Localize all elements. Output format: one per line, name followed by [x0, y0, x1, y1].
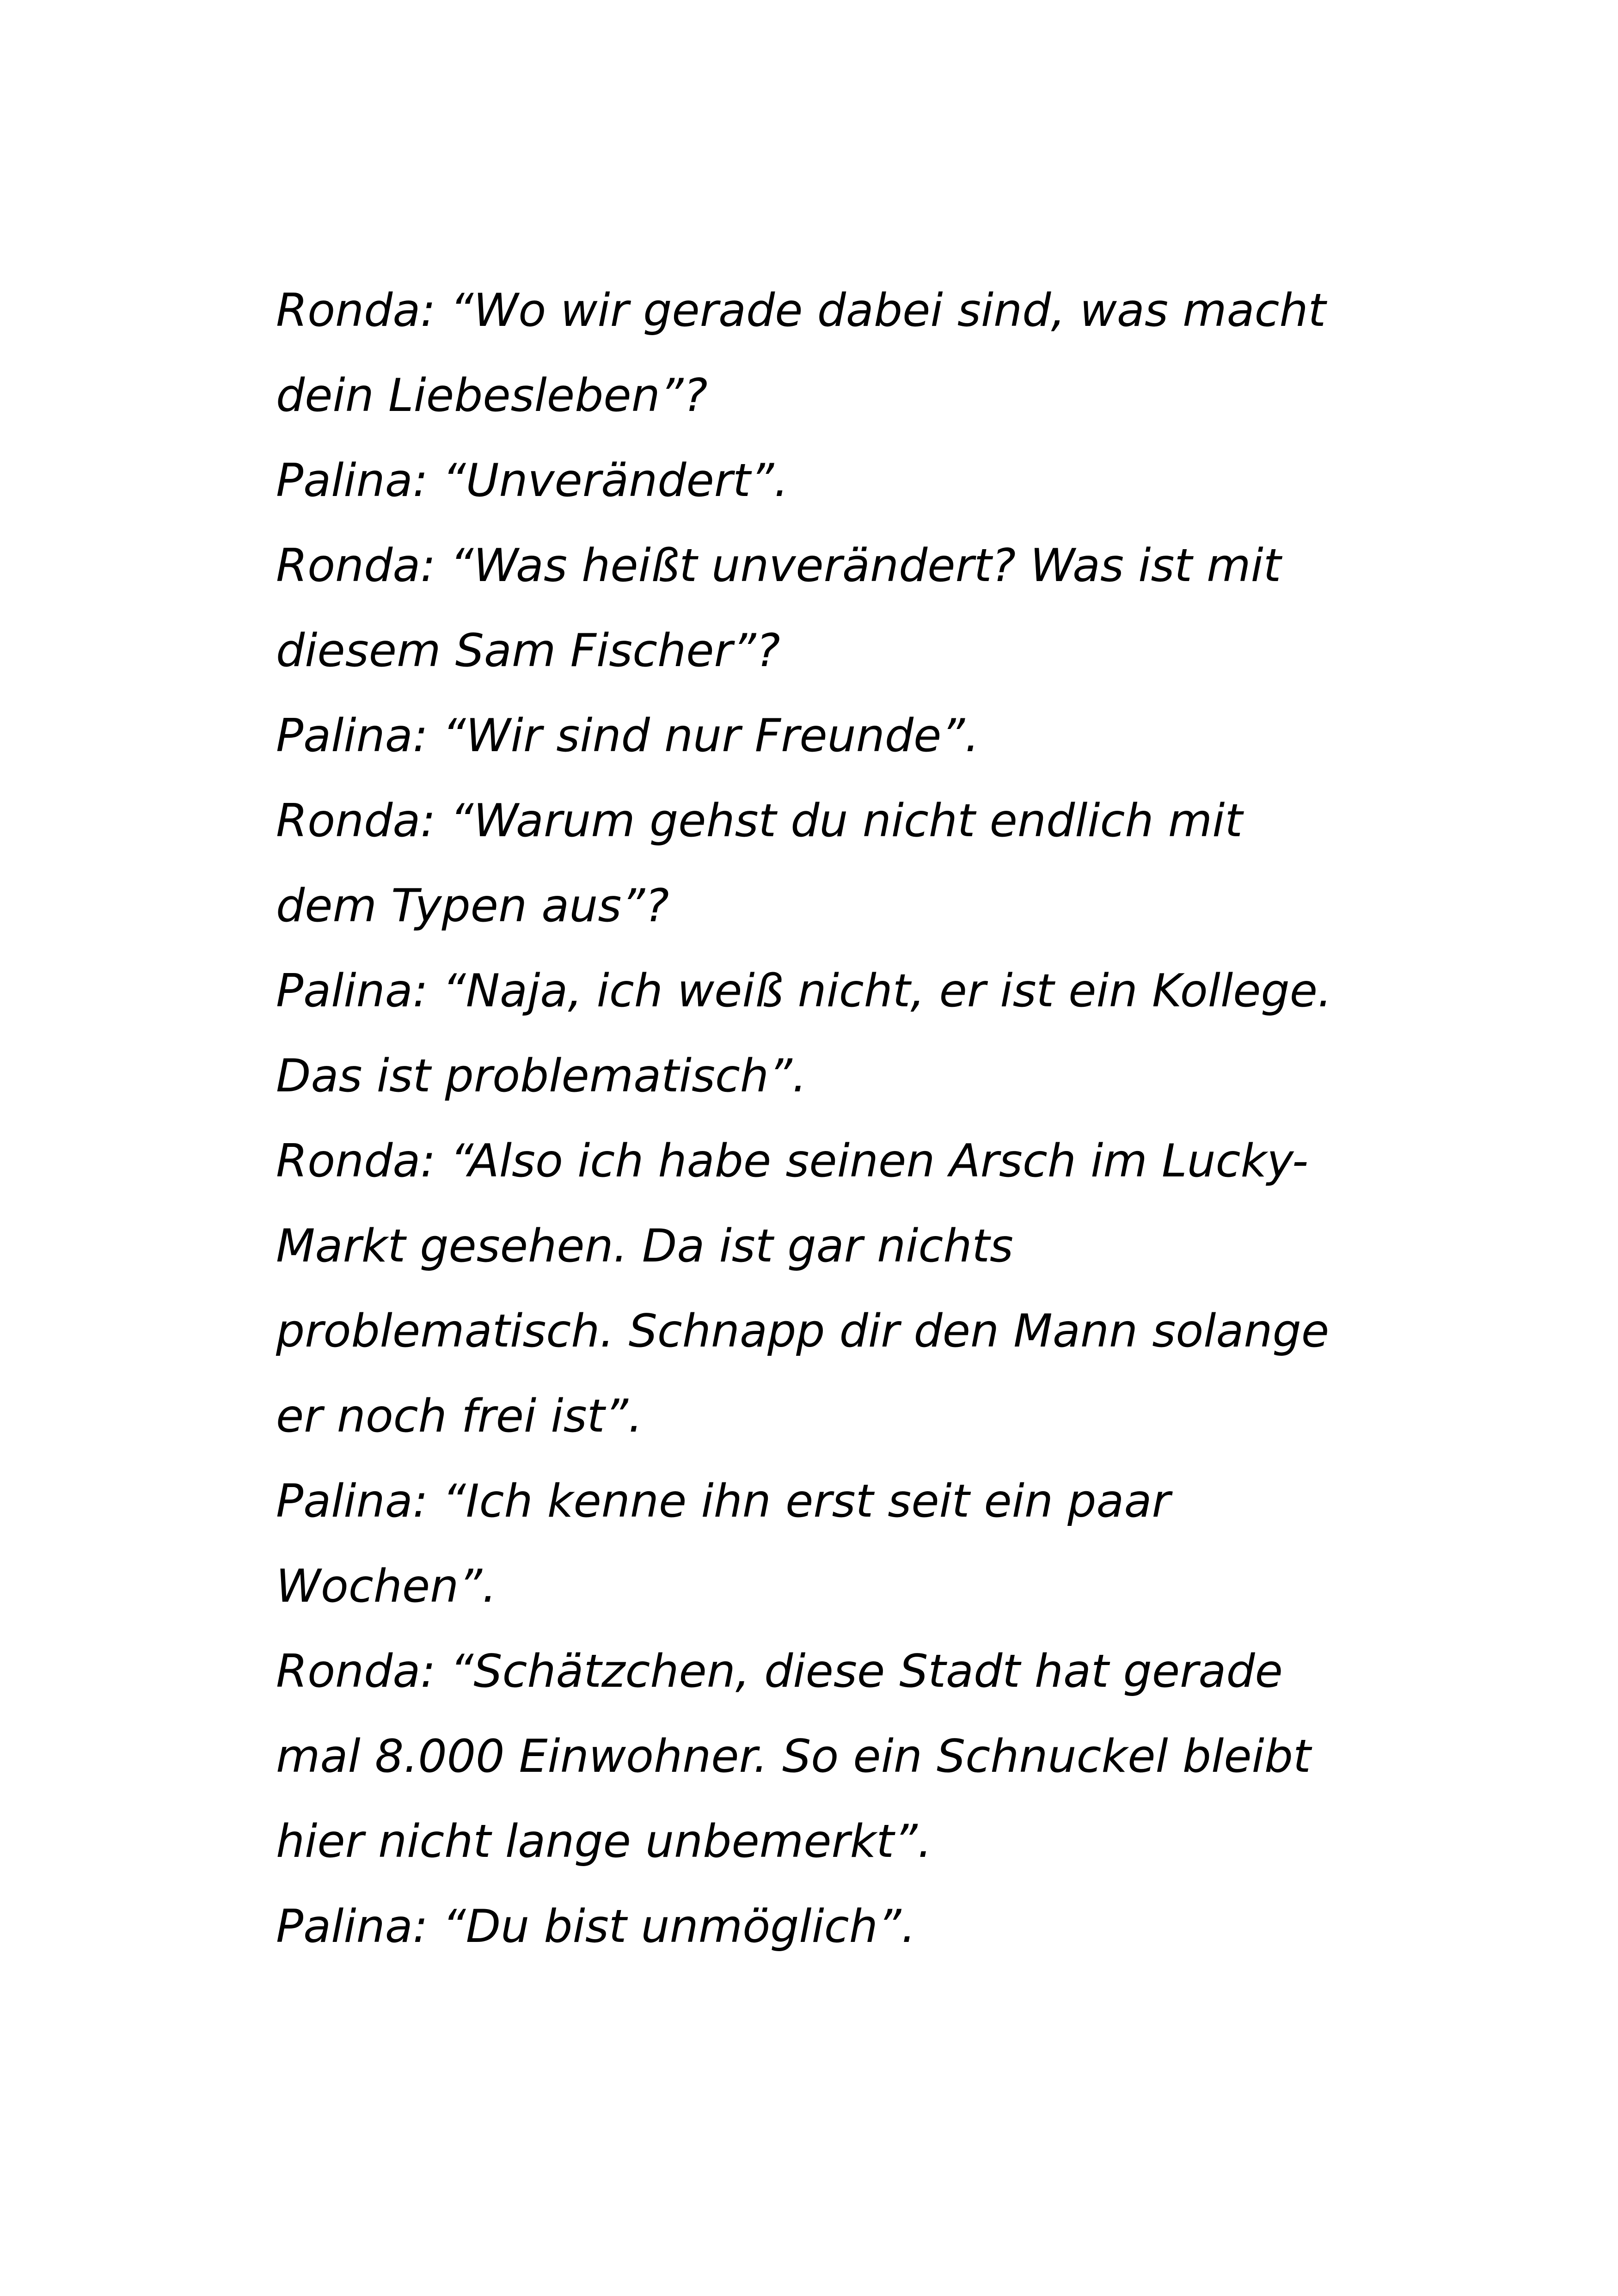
- text-line: Ronda: “Was heißt unverändert? Was ist mit: [276, 539, 1281, 592]
- text-line: problematisch. Schnapp dir den Mann solange: [276, 1305, 1330, 1358]
- text-line: Ronda: “Schätzchen, diese Stadt hat gerade: [276, 1645, 1283, 1698]
- text-line: Ronda: “Also ich habe seinen Arsch im Lucky-: [276, 1135, 1309, 1188]
- text-line: diesem Sam Fischer”?: [276, 625, 780, 677]
- text-line: Wochen”.: [276, 1560, 497, 1613]
- text-line: er noch frei ist”.: [276, 1390, 643, 1443]
- text-line: mal 8.000 Einwohner. So ein Schnuckel bleibt: [276, 1730, 1311, 1783]
- text-line: hier nicht lange unbemerkt”.: [276, 1815, 932, 1868]
- text-line: Palina: “Wir sind nur Freunde”.: [276, 710, 980, 762]
- text-line: Palina: “Naja, ich weiß nicht, er ist ein Kollege.: [276, 965, 1332, 1017]
- text-line: Palina: “Du bist unmöglich”.: [276, 1900, 916, 1953]
- text-line: Markt gesehen. Da ist gar nichts: [276, 1220, 1013, 1273]
- text-line: dein Liebesleben”?: [276, 369, 708, 422]
- dialogue-text: [276, 268, 1385, 1969]
- text-line: Palina: “Ich kenne ihn erst seit ein paar: [276, 1475, 1171, 1528]
- text-line: Palina: “Unverändert”.: [276, 454, 789, 507]
- text-line: Ronda: “Wo wir gerade dabei sind, was macht: [276, 284, 1326, 337]
- text-line: Das ist problematisch”.: [276, 1050, 807, 1102]
- text-line: Ronda: “Warum gehst du nicht endlich mit: [276, 795, 1243, 847]
- text-line: dem Typen aus”?: [276, 880, 669, 932]
